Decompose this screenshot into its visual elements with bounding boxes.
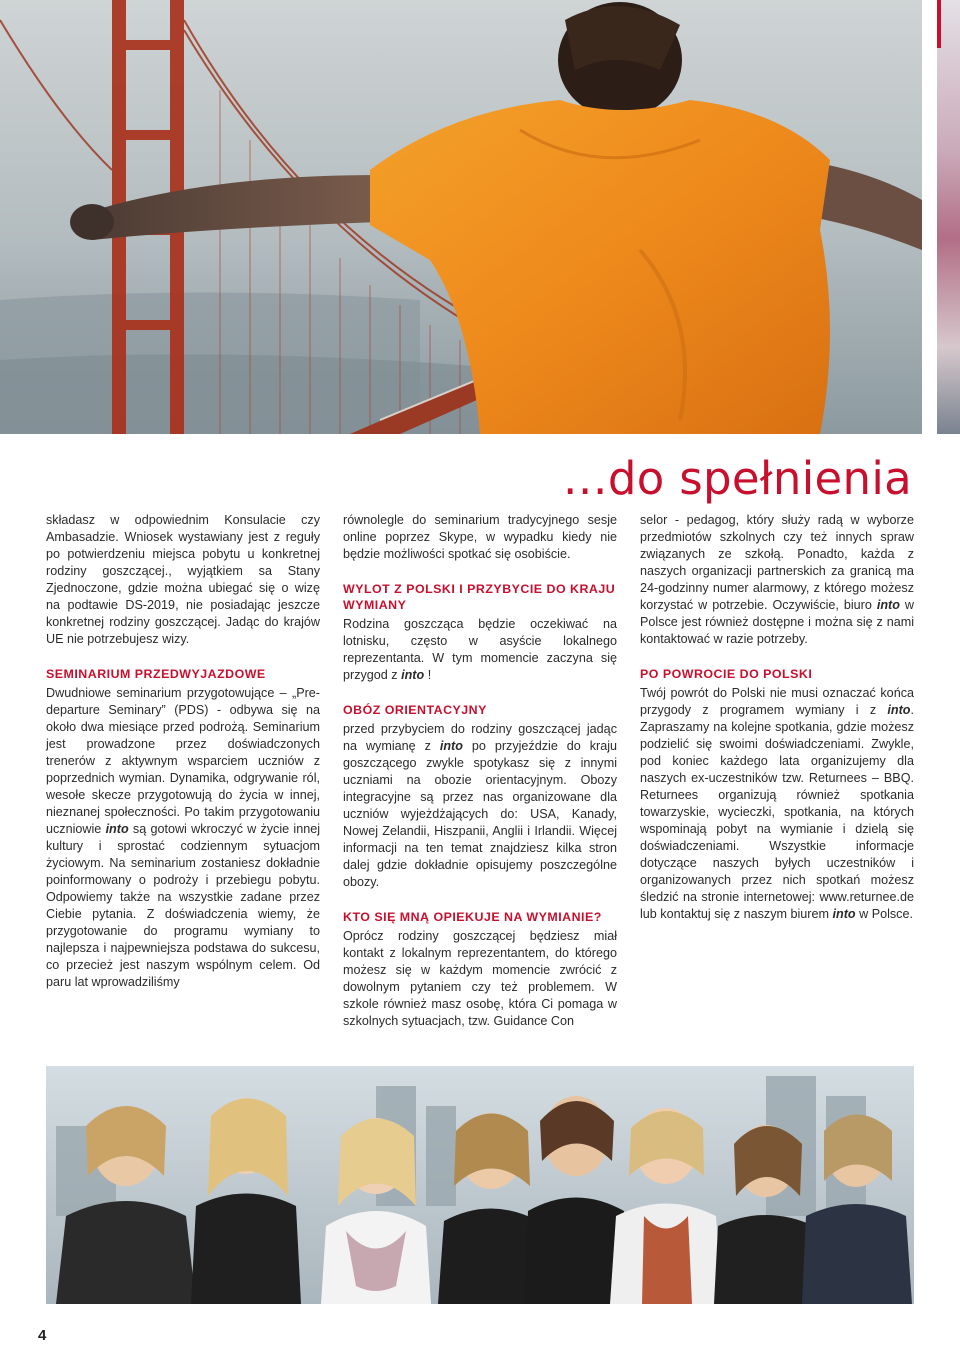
paragraph [640,512,914,648]
subheading-care: KTO SIĘ MNĄ OPIEKUJE NA WYMIANIE? [343,910,602,924]
paragraph [343,616,617,684]
group-photo [46,1066,914,1304]
paragraph-text: Dwudniowe seminarium przygotowujące – „Pre-departure Seminary” (PDS) - odbywa się na około dwa miesiące przed podrożą. Seminarium jest prowadzone przez doświadczonych trenerów z aktywnym wsparciem uczniów z poprzednich wymian. Dynamika, odgrywanie ról, wesołe skecze przygotowują do życia w innej, nieznanej społeczności. Po takim przygotowaniu uczniowie [46,686,320,836]
paragraph-text: w Polsce. [859,907,913,921]
brand-name: into [401,668,425,682]
paragraph-text: w Polsce jest również dostępne i można się z nami kontaktować w razie potrzeby. [640,598,915,646]
subheading-orientation-camp: OBÓZ ORIENTACYJNY [343,703,487,717]
paragraph [343,721,617,891]
golden-gate-illustration [0,0,922,434]
paragraph-text: są gotowi wkroczyć w życie innej kultury i sprostać codziennym sytuacjom życiowym. Na seminarium zostaniesz dokładnie poinformowany o podroży i przebiegu pobytu. Odpowiemy także na wszystkie zadane przez Ciebie pytania. Z doświadczenia wiemy, że przygotowanie do programu wymiany to najlepsza i najpewniejsza podstawa do sukcesu, co przecież jest naszym wspólnym celem. Od paru lat wprowadziliśmy [46,822,321,989]
brand-name: into [832,907,856,921]
brand-name: into [439,739,463,753]
adjacent-photo-edge [937,0,960,434]
text-column-2 [343,512,617,1030]
paragraph [640,685,914,923]
paragraph: Oprócz rodziny goszczącej będziesz miał kontakt z lokalnym reprezentantem, do którego możesz się w każdym momencie zwrócić z dowolnym pytaniem czy też problemem. W szkole również masz osobę, która Ci pomaga w szkolnych sytuacjach, tzw. Guidance Con [343,929,617,1028]
group-of-girls-illustration [46,1066,914,1304]
text-column-1 [46,512,320,991]
brand-name: into [887,703,911,717]
subheading-return: PO POWROCIE DO POLSKI [640,667,813,681]
paragraph-text: Rodzina goszcząca będzie oczekiwać na lotnisku, często w asyście lokalnego reprezentanta. W tym momencie zaczyna się przygod z [343,617,617,682]
edge-accent-mark [937,0,941,48]
paragraph [46,685,320,991]
paragraph-text: przed przybyciem do rodziny goszczącej jadąc na wymianę z [343,722,617,753]
paragraph-text: . Zapraszamy na kolejne spotkania, gdzie możesz podzielić się swoimi doświadczeniami. Zwykle, pod koniec każdego lata organizujemy dla naszych ex-uczestników tzw. Returnees – BBQ. Returnees organizują również spotkania towarzyskie, wycieczki, spotkania, na których wspominają pobyt na wymianie i dzielą się doświadczeniami. Wszystkie informacje dotyczące naszych byłych uczestników i organizowanych przez nich spotkań możesz śledzić na stronie internetowej: www.returnee.de lub kontaktuj się z naszym biurem [640,703,914,921]
subheading-seminar: SEMINARIUM PRZEDWYJAZDOWE [46,667,266,681]
subheading-departure: WYLOT Z POLSKI I PRZYBYCIE DO KRAJU WYMIANY [343,582,616,612]
paragraph: równolegle do seminarium tradycyjnego sesje online poprzez Skype, w wypadku kiedy nie będzie możliwości spotkać się osobiście. [343,513,617,561]
paragraph: składasz w odpowiednim Konsulacie czy Ambasadzie. Wniosek wystawiany jest z reguły po potwierdzeniu miejsca pobytu u konkretnej rodziny goszczącej., wyjątkiem sa Stany Zjednoczone, gdzie można ubiegać się o wizę na podtawie DS-2019, nie posiadając jeszcze konkretnej rodziny goszczącej. Jadąc do krajów UE nie potrzebujesz wizy. [46,513,320,646]
paragraph-text: selor - pedagog, który służy radą w wyborze przedmiotów szkolnych czy też innych spraw związanych ze szkołą. Ponadto, każda z naszych organizacji partnerskich za granicą ma 24-godzinny numer alarmowy, z którego możesz korzystać w potrzebie. Oczywiście, biuro [640,513,914,612]
page-number: 4 [38,1327,47,1344]
paragraph-text: Twój powrót do Polski nie musi oznaczać końca przygody z programem wymiany i z [640,686,914,717]
brand-name: into [105,822,129,836]
hero-photo [0,0,922,434]
brand-name: into [876,598,900,612]
paragraph-text: ! [427,668,432,682]
paragraph-text: po przyjeździe do kraju goszczącego zwykle spotykasz się z innymi uczniami na obozie orientacyjnym. Obozy integracyjne są przez nas organizowane dla uczniów wyjeżdżających do: USA, Kanady, Nowej Zelandii, Hiszpanii, Anglii i Irlandii. Więcej informacji na ten temat znajdziesz kilka stron dalej gdzie dokładnie opisujemy poszczególne obozy. [343,739,618,889]
text-column-3 [640,512,914,923]
section-heading: …do spełnienia [562,452,912,505]
